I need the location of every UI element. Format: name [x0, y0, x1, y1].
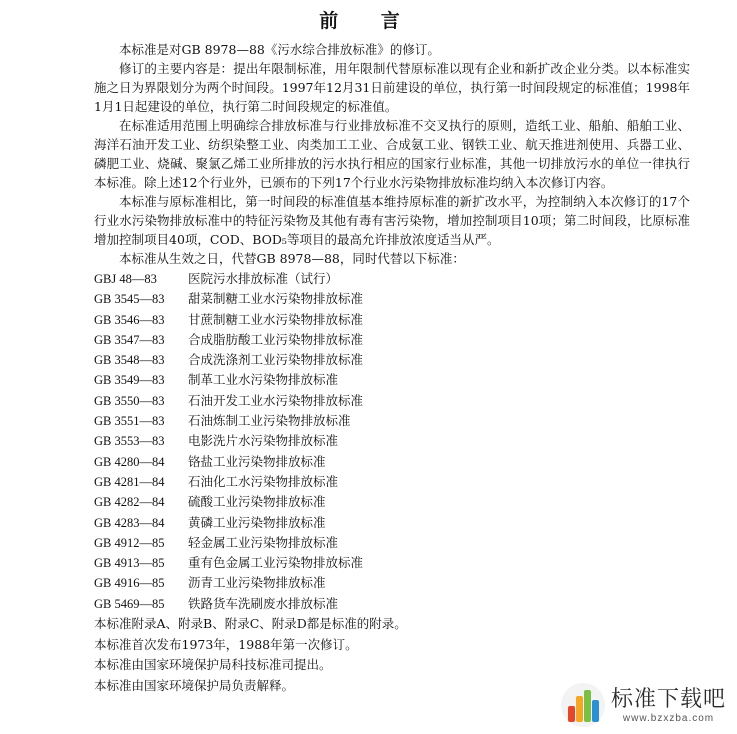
standard-code: GB 3545—83 [94, 292, 165, 307]
standard-code: GB 4282—84 [94, 495, 165, 510]
closing-line: 本标准附录A、附录B、附录C、附录D都是标准的附录。 [94, 616, 407, 632]
standard-name: 铁路货车洗刷废水排放标准 [188, 595, 339, 611]
standard-item [94, 289, 690, 309]
watermark [560, 677, 736, 733]
standard-name: 石油化工水污染物排放标准 [188, 473, 339, 489]
standard-code: GB 3550—83 [94, 393, 165, 408]
standard-name: 合成洗涤剂工业污染物排放标准 [188, 352, 364, 368]
paragraph: 本标准是对GB 8978—88《污水综合排放标准》的修订。 [119, 42, 440, 57]
paragraph: 本标准与原标准相比，第一时间段的标准值基本维持原标准的新扩改水平，为控制纳入本次修订的17个行业水污染物排放标准中的特征污染物及其他有毒有害污染物，增加控制项目10项；第二时间段，比原标准增加控制项目40项，COD、BOD₅等项目的最高允许排放浓度适当从严。 [94, 194, 690, 247]
standard-item [94, 553, 690, 573]
watermark-url: www.bzxzba.com [622, 712, 715, 724]
paragraph: 在标准适用范围上明确综合排放标准与行业排放标准不交叉执行的原则，造纸工业、船舶、船舶工业、海洋石油开发工业、纺织染整工业、肉类加工工业、合成氨工业、钢铁工业、航天推进剂使用、兵器工业、磷肥工业、烧碱、聚氯乙烯工业所排放的污水执行相应的国家行业标准，其他一切排放污水的单位一律执行本标准。除上述12个行业外，已颁布的下列17个行业水污染物排放标准均纳入本次修订内容。 [94, 118, 690, 190]
standard-item [94, 391, 690, 411]
standard-name: 硫酸工业污染物排放标准 [188, 494, 326, 510]
standard-name: 甜菜制糖工业水污染物排放标准 [188, 291, 364, 307]
standard-item [94, 330, 690, 350]
standard-name: 沥青工业污染物排放标准 [188, 575, 326, 591]
standard-item [94, 533, 690, 553]
standard-item [94, 513, 690, 533]
standard-item [94, 492, 690, 512]
standard-code: GBJ 48—83 [94, 272, 157, 286]
colored-bars-logo-icon [560, 682, 606, 728]
standard-code: GB 5469—85 [94, 596, 165, 611]
standard-name: 黄磷工业污染物排放标准 [188, 514, 326, 530]
standard-item [94, 594, 690, 614]
document-body [94, 40, 690, 696]
standard-name: 轻金属工业污染物排放标准 [188, 534, 339, 550]
standard-code: GB 4916—85 [94, 576, 165, 591]
standard-item [94, 269, 690, 289]
standard-item [94, 573, 690, 593]
standard-item [94, 431, 690, 451]
paragraph: 本标准从生效之日，代替GB 8978—88，同时代替以下标准： [119, 251, 465, 266]
standard-code: GB 4912—85 [94, 535, 165, 550]
standard-name: 电影洗片水污染物排放标准 [188, 433, 339, 449]
standard-code: GB 3546—83 [94, 312, 165, 327]
standard-name: 铬盐工业污染物排放标准 [188, 453, 326, 469]
paragraph: 修订的主要内容是：提出年限制标准，用年限制代替原标准以现有企业和新扩改企业分类。以本标准实施之日为界限划分为两个时间段。1997年12月31日前建设的单位，执行第一时间段规定的标准值；1998年1月1日起建设的单位，执行第二时间段规定的标准值。 [94, 61, 690, 114]
standard-name: 石油开发工业水污染物排放标准 [188, 392, 364, 408]
standard-name: 合成脂肪酸工业污染物排放标准 [188, 331, 364, 347]
page-title: 前 言 [319, 10, 418, 32]
closing-line: 本标准由国家环境保护局科技标准司提出。 [94, 657, 332, 673]
standard-code: GB 4280—84 [94, 454, 165, 469]
standard-code: GB 3549—83 [94, 373, 165, 388]
standard-name: 制革工业水污染物排放标准 [188, 372, 339, 388]
standard-item [94, 472, 690, 492]
standard-item [94, 370, 690, 390]
standard-name: 医院污水排放标准（试行） [188, 271, 339, 286]
standard-item [94, 350, 690, 370]
standard-code: GB 3553—83 [94, 434, 165, 449]
standard-item [94, 411, 690, 431]
watermark-name: 标准下载吧 [611, 686, 727, 712]
standard-item [94, 452, 690, 472]
standard-name: 重有色金属工业污染物排放标准 [188, 555, 364, 571]
standard-code: GB 4281—84 [94, 474, 165, 489]
closing-line: 本标准首次发布1973年，1988年第一次修订。 [94, 636, 358, 652]
standard-code: GB 3547—83 [94, 332, 165, 347]
standard-code: GB 4913—85 [94, 556, 165, 571]
standard-name: 石油炼制工业污染物排放标准 [188, 413, 351, 429]
standard-code: GB 4283—84 [94, 515, 165, 530]
standard-code: GB 3551—83 [94, 414, 165, 429]
replaced-standards-list [94, 269, 690, 614]
standard-item [94, 310, 690, 330]
standard-name: 甘蔗制糖工业水污染物排放标准 [188, 311, 364, 327]
standard-code: GB 3548—83 [94, 353, 165, 368]
closing-line: 本标准由国家环境保护局负责解释。 [94, 677, 295, 693]
